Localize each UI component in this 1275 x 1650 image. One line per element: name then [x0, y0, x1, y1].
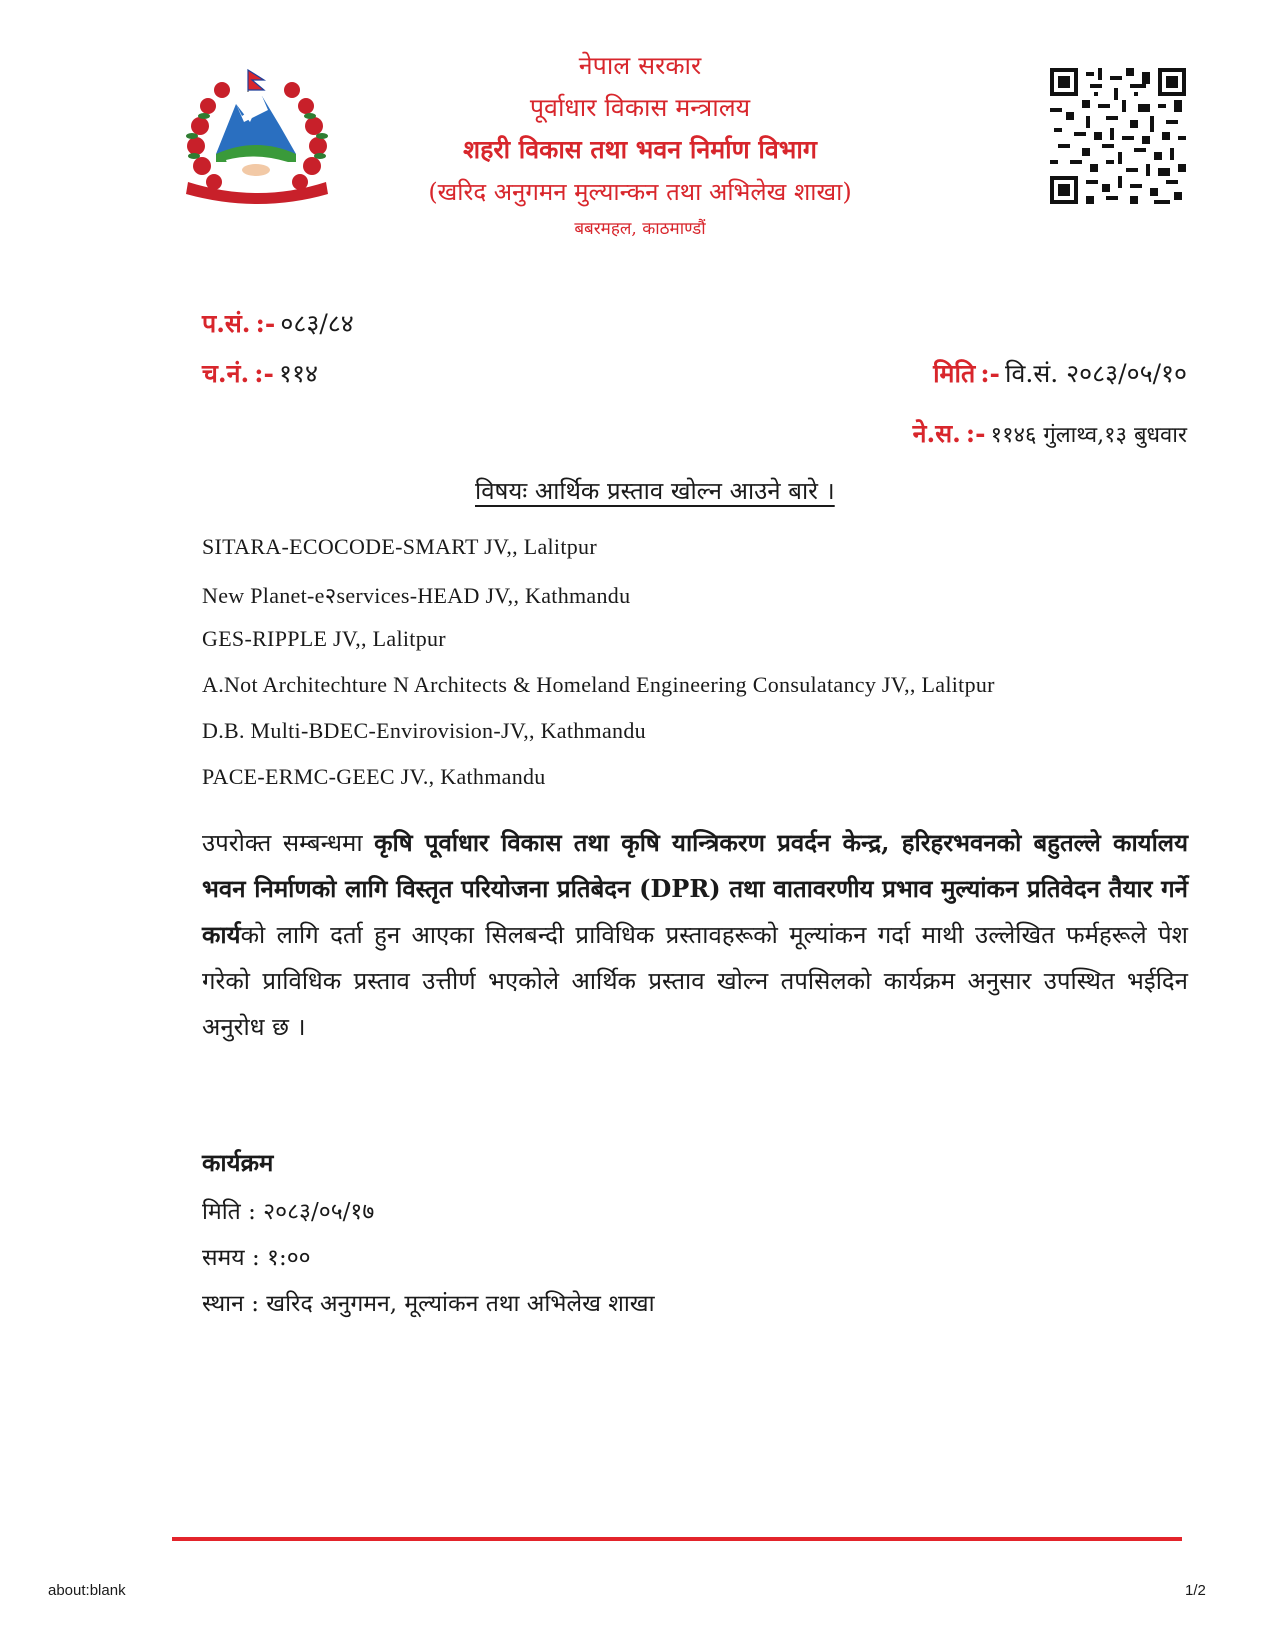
footer-page-number: 1/2	[1185, 1582, 1206, 1599]
recipient-4: A.Not Architechture N Architects & Homeland Engineering Consulatancy JV,, Lalitpur	[202, 672, 995, 697]
recipient-5: D.B. Multi-BDEC-Envirovision-JV,, Kathmandu	[202, 718, 646, 743]
ps-separator: :-	[255, 309, 276, 338]
programme-title: कार्यक्रम	[202, 1148, 274, 1177]
date-label: मिति	[933, 359, 976, 388]
programme-place: स्थान : खरिद अनुगमन, मूल्यांकन तथा अभिलेख शाखा	[202, 1291, 655, 1317]
letter-body	[202, 820, 1188, 1050]
header-department: शहरी विकास तथा भवन निर्माण विभाग	[463, 135, 817, 164]
reference-nepal-sambat	[913, 416, 1187, 450]
footer-divider	[172, 1537, 1182, 1541]
ns-separator: :-	[965, 419, 986, 448]
reference-ps	[202, 306, 354, 340]
programme-time: समय : १:००	[202, 1245, 311, 1271]
header-ministry: पूर्वाधार विकास मन्त्रालय	[529, 93, 751, 122]
reference-date	[933, 356, 1187, 390]
date-separator: :-	[980, 359, 1000, 388]
header-section: (खरिद अनुगमन मुल्यान्कन तथा अभिलेख शाखा)	[428, 178, 852, 206]
letter-subject: विषयः आर्थिक प्रस्ताव खोल्न आउने बारे ।	[475, 477, 835, 505]
body-request: को लागि दर्ता हुन आएका सिलबन्दी प्राविधिक प्रस्तावहरूको मूल्यांकन गर्दा माथी उल्लेखित फर्महरूले पेश गरेको प्राविधिक प्रस्ताव उत्तीर्ण भएकोले आर्थिक प्रस्ताव खोल्न तपसिलको कार्यक्रम अनुसार उपस्थित भईदिन अनुरोध छ ।	[202, 921, 1188, 1041]
nepal-emblem-icon	[178, 66, 336, 206]
programme-date: मिति : २०८३/०५/१७	[202, 1199, 375, 1225]
recipient-3: GES-RIPPLE JV,, Lalitpur	[202, 626, 446, 651]
cn-separator: :-	[254, 359, 274, 388]
ps-label: प.सं.	[202, 309, 251, 338]
body-intro: उपरोक्त सम्बन्धमा	[202, 829, 375, 857]
qr-code-icon	[1050, 68, 1186, 204]
recipient-6: PACE-ERMC-GEEC JV., Kathmandu	[202, 764, 546, 789]
header-government: नेपाल सरकार	[578, 51, 702, 80]
cn-value: ११४	[278, 359, 318, 388]
ps-value: ०८३/८४	[280, 309, 354, 338]
date-value: वि.सं. २०८३/०५/१०	[1005, 359, 1187, 388]
header-address: बबरमहल, काठमाण्डौं	[574, 219, 706, 239]
reference-cn	[202, 356, 318, 390]
footer-url: about:blank	[48, 1582, 126, 1599]
recipient-2: New Planet-e२services-HEAD JV,, Kathmandu	[202, 583, 631, 608]
cn-label: च.नं.	[202, 359, 250, 388]
recipient-1: SITARA-ECOCODE-SMART JV,, Lalitpur	[202, 534, 597, 559]
ns-label: ने.स.	[912, 419, 961, 448]
body-project-name: कृषि पूर्वाधार विकास तथा कृषि यान्त्रिकरण प्रवर्दन केन्द्र, हरिहरभवनको बहुतल्ले कार्यालय भवन निर्माणको लागि विस्तृत परियोजना प्रतिबेदन (DPR) तथा वातावरणीय प्रभाव मुल्यांकन प्रतिवेदन तैयार गर्ने कार्य	[202, 828, 1188, 949]
ns-value: ११४६ गुंलाथ्व,१३ बुधवार	[990, 423, 1187, 448]
